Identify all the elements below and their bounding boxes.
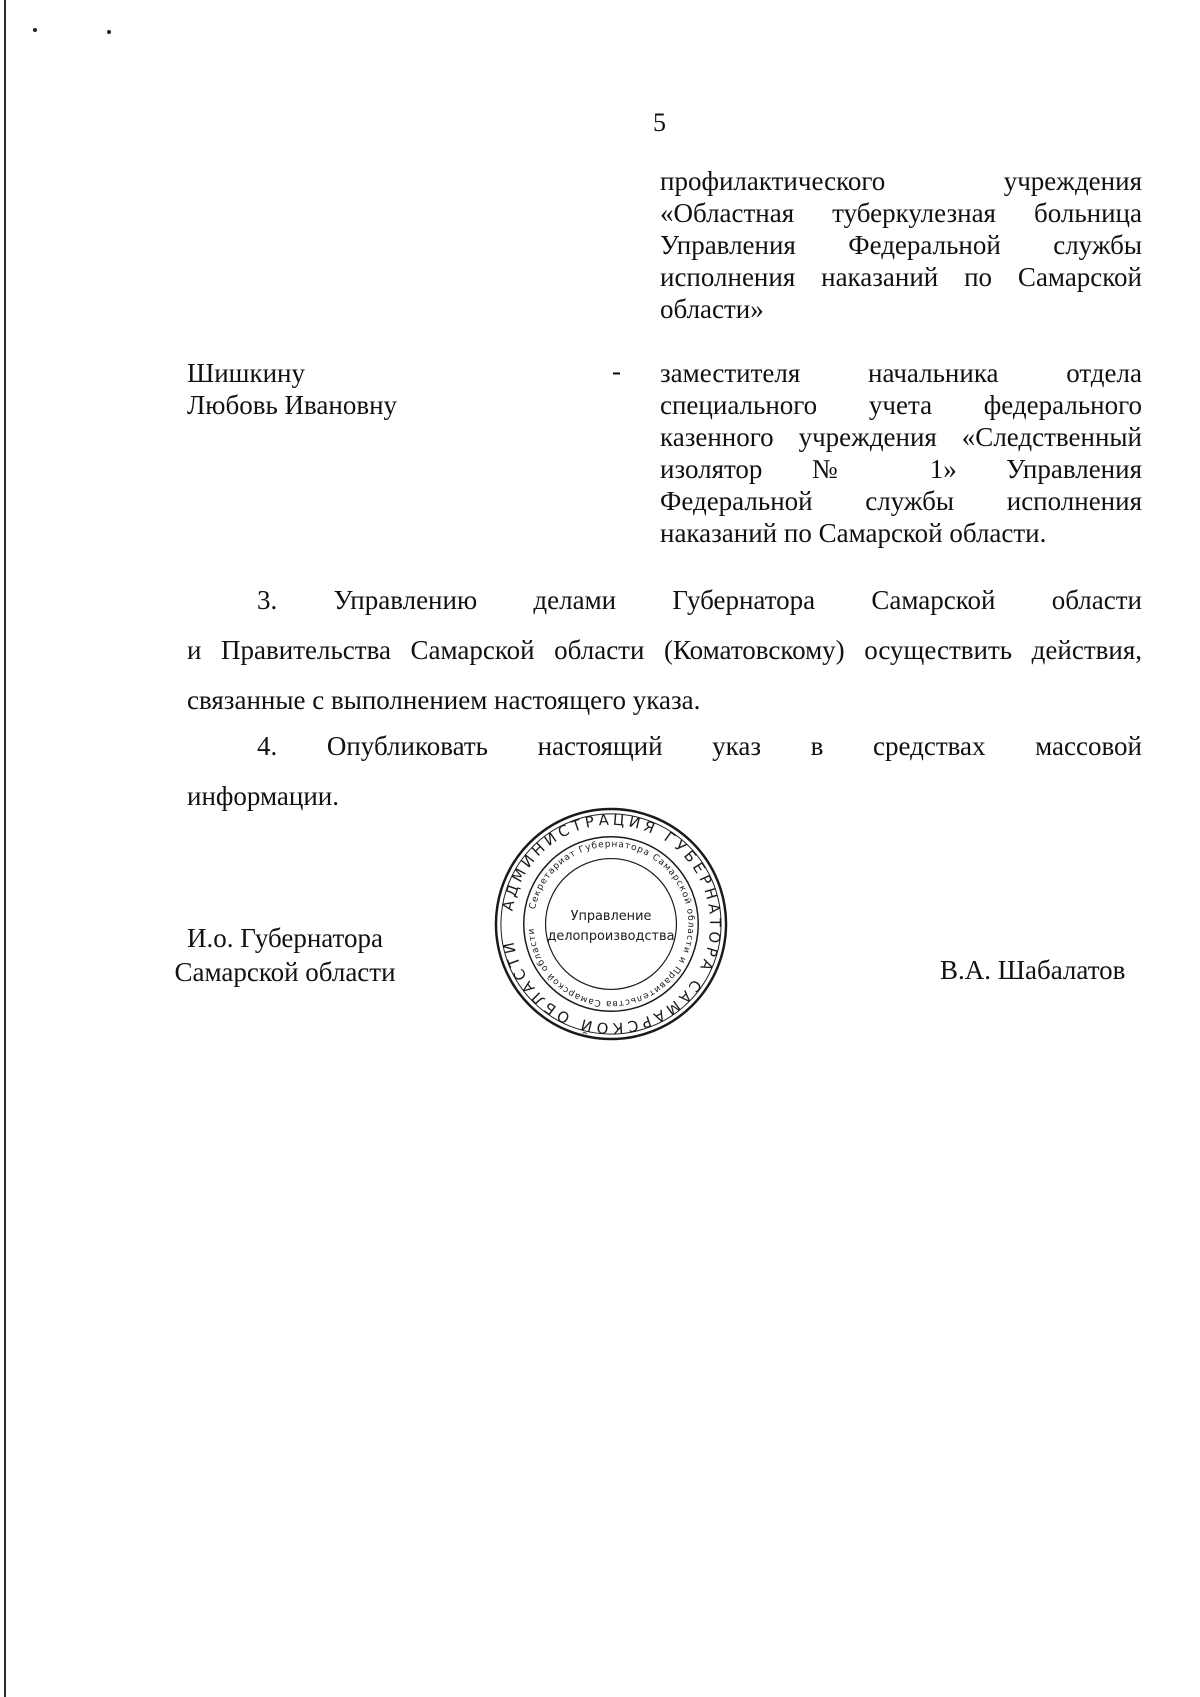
clause-3 xyxy=(187,575,1142,725)
title-line: Самарской области xyxy=(174,957,396,987)
text-line: информации. xyxy=(187,781,339,811)
name-line: Шишкину xyxy=(187,358,305,388)
seal-inner-text: Секретариат Губернатора Самарской области и Правительства Самарской области xyxy=(526,839,696,1009)
text-line: связанные с выполнением настоящего указа. xyxy=(187,685,701,715)
text-line: исполнения наказаний по Самарской xyxy=(660,262,1142,292)
appointee-position xyxy=(660,357,1142,549)
text-line: Управления Федеральной службы xyxy=(660,230,1142,260)
seal-center-line: делопроизводства xyxy=(547,928,675,944)
signatory-name: В.А. Шабалатов xyxy=(940,955,1126,985)
text-line: 4. Опубликовать настоящий указ в средствах массовой xyxy=(257,731,1142,761)
title-line: И.о. Губернатора xyxy=(186,923,383,953)
seal-center-line: Управление xyxy=(570,909,652,925)
page-number: 5 xyxy=(653,108,666,137)
text-line: казенного учреждения «Следственный xyxy=(660,422,1142,452)
scan-edge xyxy=(4,0,6,1697)
appointee-name xyxy=(187,357,397,421)
text-line: «Областная туберкулезная больница xyxy=(660,198,1142,228)
text-line: изолятор № 1» Управления xyxy=(660,454,1142,484)
text-line: заместителя начальника отдела xyxy=(660,358,1142,388)
dash-separator: - xyxy=(612,356,621,386)
text-line: и Правительства Самарской области (Коматовскому) осуществить действия, xyxy=(187,635,1142,665)
scan-speck xyxy=(107,30,111,34)
signatory-title xyxy=(165,921,405,989)
official-seal xyxy=(492,805,730,1043)
text-line: 3. Управлению делами Губернатора Самарской области xyxy=(257,585,1142,615)
institution-continuation xyxy=(660,165,1142,325)
text-line: Федеральной службы исполнения xyxy=(660,486,1142,516)
seal-outer-text: АДМИНИСТРАЦИЯ ГУБЕРНАТОРА САМАРСКОЙ ОБЛАСТИ xyxy=(498,810,725,1038)
text-line: области» xyxy=(660,294,764,324)
name-line: Любовь Ивановну xyxy=(187,390,398,420)
text-line: профилактического учреждения xyxy=(660,166,1142,196)
text-line: специального учета федерального xyxy=(660,390,1142,420)
text-line: наказаний по Самарской области. xyxy=(660,518,1047,548)
scan-speck xyxy=(33,28,37,32)
